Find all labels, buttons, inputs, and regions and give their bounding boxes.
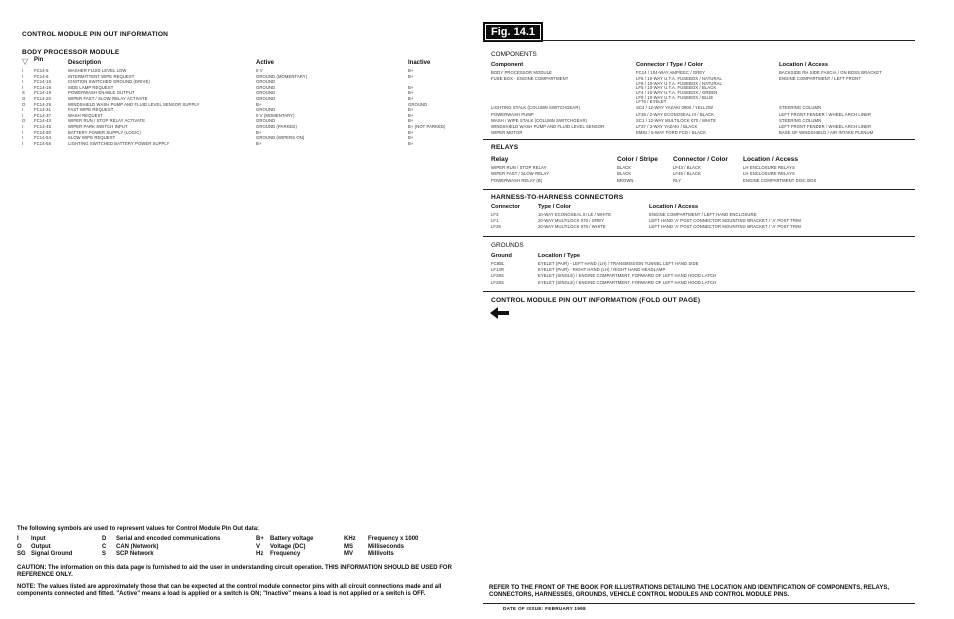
pin-description: WASHER FLUID LEVEL LOW xyxy=(68,68,127,73)
legend-symbol: I xyxy=(17,536,19,542)
relay-name: WIPER FAST / SLOW RELAY xyxy=(491,171,549,177)
pin-inactive-value: B+ xyxy=(408,112,414,118)
relay-connector: RLY xyxy=(673,177,682,183)
pin-inactive-value: GROUND xyxy=(408,101,428,107)
date-of-issue: DATE OF ISSUE: FEBRUARY 1998 xyxy=(503,606,586,611)
header-inactive: Inactive xyxy=(408,60,431,66)
legend-text: Signal Ground xyxy=(31,551,73,557)
component-locations xyxy=(779,112,871,117)
pin-inactive-value: B+ xyxy=(408,68,414,73)
component-name: WINDSHIELD WASH PUMP AND FLUID LEVEL SENSOR xyxy=(491,123,605,129)
pin-type: O xyxy=(22,118,26,124)
header-pin: Pin xyxy=(34,57,44,63)
legend-item xyxy=(17,551,72,559)
component-connectors xyxy=(636,70,705,75)
components-table xyxy=(491,70,911,136)
legend-symbol: B+ xyxy=(256,536,264,542)
table-row xyxy=(491,130,911,136)
divider xyxy=(483,603,915,604)
harness-type: 20-WAY MULTILOCK 070 / WHITE xyxy=(538,224,606,230)
relay-location: ENGINE COMPARTMENT DISC BOX xyxy=(743,177,817,183)
pin-number: FC14-45 xyxy=(34,123,51,129)
refer-text: REFER TO THE FRONT OF THE BOOK FOR ILLUSTRATIONS DETAILING THE LOCATION AND IDENTIFICATION OF COMPONENTS, RELAYS, CONNECTORS, HARNESSES, GROUNDS, VEHICLE CONTROL MODULES AND CONTROL MODULE PINS. xyxy=(489,585,889,598)
component-name: POWERWASH PUMP xyxy=(491,111,534,117)
pin-description: FAST WIPE REQUEST xyxy=(68,107,114,113)
ground-id: LF14R xyxy=(491,267,505,273)
component-connectors xyxy=(636,130,706,135)
pin-description: WIPER PARK SWITCH INPUT xyxy=(68,123,128,129)
pin-inactive-value: B+ xyxy=(408,140,414,146)
pin-description: SIDE LAMP REQUEST xyxy=(68,84,114,90)
pin-type: S xyxy=(22,90,25,96)
pin-number: FC14-54 xyxy=(34,135,51,141)
relays-header-location: Location / Access xyxy=(743,156,799,163)
pin-type: I xyxy=(22,135,24,141)
connector-entry: SC1 / 12-WAY MULTILOCK 070 / WHITE xyxy=(636,117,717,123)
ground-id: FC8BL xyxy=(491,261,505,266)
legend-text: CAN (Network) xyxy=(116,543,159,550)
connector-entry: LF9 / 10-WAY U.T.A. FUSEBOX / BLUE xyxy=(636,94,714,100)
legend-text: Millivolts xyxy=(368,551,394,557)
legend-intro: The following symbols are used to represent values for Control Module Pin Out data: xyxy=(17,526,260,532)
pin-type: I xyxy=(22,84,24,90)
pin-number: FC14-25 xyxy=(34,101,51,107)
component-connectors xyxy=(636,118,716,123)
connector-entry: EM81 / 5-WAY FORD FCD / BLACK xyxy=(636,130,707,136)
harness-connector: LF25 xyxy=(491,224,501,230)
legend-item xyxy=(102,544,220,552)
table-row xyxy=(491,178,911,184)
connector-entry: SC4 / 12-WAY YAZAKI 090II / YELLOW xyxy=(636,105,714,111)
table-row xyxy=(491,76,911,105)
legend-symbol: KHz xyxy=(344,536,356,542)
legend-item xyxy=(17,544,72,552)
components-title: COMPONENTS xyxy=(491,51,537,58)
harness-connector: LF3 xyxy=(491,212,499,217)
pin-description: WIPER RUN / STOP RELAY ACTIVATE xyxy=(68,118,146,124)
ground-location: EYELET (PAIR) - LEFT HAND (LH) / TRANSMISSION TUNNEL LEFT HAND SIDE xyxy=(538,261,699,266)
pin-number: FC14-16 xyxy=(34,84,51,90)
pin-active-value: GROUND (WIPERS ON) xyxy=(256,135,305,141)
components-header-connector: Connector / Type / Color xyxy=(636,62,703,68)
pin-description: INTERMITTENT WIPE REQUEST xyxy=(68,73,135,79)
location-entry: BASE OF WINDSHIELD / AIR INTAKE PLENUM xyxy=(779,130,874,136)
relays-header-connector: Connector / Color xyxy=(673,156,728,163)
relay-color: BLACK xyxy=(617,171,632,177)
pin-number: FC14-31 xyxy=(34,107,51,113)
pin-number: FC14-37 xyxy=(34,112,51,118)
grounds-header-ground: Ground xyxy=(491,253,512,259)
legend-item xyxy=(256,551,313,559)
relay-color: BROWN xyxy=(617,177,634,183)
pin-inactive-value: B+ (NOT PARKED) xyxy=(408,123,446,129)
location-entry: ENGINE COMPARTMENT / LEFT FRONT xyxy=(779,76,861,82)
divider xyxy=(483,291,915,292)
relay-name: POWERWASH RELAY (B) xyxy=(491,177,543,183)
pin-active-value: B+ xyxy=(256,129,262,135)
legend-symbol: S xyxy=(102,551,107,557)
legend-item xyxy=(256,536,313,544)
pin-inactive-value: B+ xyxy=(408,90,414,96)
component-locations xyxy=(779,130,873,135)
pin-active-value: GROUND (MOMENTARY) xyxy=(256,73,308,79)
caution-text: CAUTION: The information on this data page is furnished to aid the user in understanding circuit operation. THIS INFORMATION SHOULD BE USED FOR REFERENCE ONLY. xyxy=(17,565,452,578)
component-locations xyxy=(779,118,821,123)
pin-number: FC14-55 xyxy=(34,140,51,146)
pin-number: FC14-6 xyxy=(34,73,49,79)
pin-table xyxy=(22,68,446,146)
page-title: CONTROL MODULE PIN OUT INFORMATION xyxy=(22,31,169,38)
legend-column xyxy=(17,536,72,559)
pin-type: I xyxy=(22,68,24,73)
connector-entry: LF76 / EYELET xyxy=(636,99,667,105)
pin-description: WIPER FAST / SLOW RELAY ACTIVATE xyxy=(68,95,148,101)
pin-active-value: 0 V xyxy=(256,68,263,73)
header-description: Description xyxy=(68,60,102,66)
component-connectors xyxy=(636,105,713,110)
pin-type: I xyxy=(22,129,24,135)
pin-description: POWERWASH ENABLE OUTPUT xyxy=(68,90,135,96)
note-text: NOTE: The values listed are approximately those that can be expected at the control module connector pins with all circuit connections made and all components connected and fitted. "Active" means a load is applied or a switch is ON; "Inactive" means a load is not applied or a switch is OFF. xyxy=(17,584,442,597)
harness-header-type: Type / Color xyxy=(538,204,572,210)
location-entry: STEERING COLUMN xyxy=(779,105,822,111)
location-entry: BACKSIDE RH SIDE FASCIA / ON BOSS BRACKET xyxy=(779,70,882,75)
foldout-link[interactable]: CONTROL MODULE PIN OUT INFORMATION (FOLD OUT PAGE) xyxy=(491,297,701,304)
ground-location: EYELET (SINGLE) / ENGINE COMPARTMENT, FORWARD OF LEFT HAND HOOD LATCH xyxy=(538,279,717,285)
harness-type: 20-WAY MULTILOCK 070 / GREY xyxy=(538,218,605,224)
relay-location: LH ENCLOSURE RELAYS xyxy=(743,171,795,177)
grounds-table xyxy=(491,261,911,286)
connector-entry: LF37 / 3-WAY YAZAKI / BLACK xyxy=(636,123,698,129)
component-connectors xyxy=(636,76,722,104)
relay-connector: LF43 / BLACK xyxy=(673,165,701,170)
pin-description: WINDSHIELD WASH PUMP AND FLUID LEVEL SENSOR SUPPLY xyxy=(68,101,200,107)
pin-inactive-value: B+ xyxy=(408,135,414,141)
pin-inactive-value: B+ xyxy=(408,95,414,101)
component-connectors xyxy=(636,124,697,129)
grounds-header-location: Location / Type xyxy=(538,253,581,259)
harness-location: LEFT HAND 'A' POST CONNECTOR MOUNTING BRACKET / 'A' POST TRIM xyxy=(649,224,801,230)
pin-active-value: GROUND (PARKED) xyxy=(256,123,297,129)
relays-header-relay: Relay xyxy=(491,156,509,163)
component-locations xyxy=(779,76,861,81)
connector-entry: LF5 / 10-WAY U.T.A. FUSEBOX / BLACK xyxy=(636,85,717,91)
legend-text: Output xyxy=(31,543,51,550)
location-entry: LEFT FRONT FENDER / WHEEL ARCH LINER xyxy=(779,123,872,129)
relays-header-color: Color / Stripe xyxy=(617,156,658,163)
pin-number: FC14-43 xyxy=(34,118,51,124)
pin-active-value: GROUND xyxy=(256,95,276,101)
legend-symbol: O xyxy=(17,543,22,550)
harness-title: HARNESS-TO-HARNESS CONNECTORS xyxy=(491,194,624,201)
table-row xyxy=(491,280,911,286)
pin-active-value: B+ xyxy=(256,101,262,107)
legend-text: Input xyxy=(31,536,46,542)
pin-description: BATTERY POWER SUPPLY (LOGIC) xyxy=(68,129,141,135)
components-header-location: Location / Access xyxy=(779,62,829,68)
legend-text: Battery voltage xyxy=(270,536,314,542)
pin-type: O xyxy=(22,101,26,107)
pin-marker-icon: ▽ xyxy=(22,57,29,66)
pin-active-value: GROUND xyxy=(256,90,276,96)
pin-active-value: GROUND xyxy=(256,84,276,90)
pin-number: FC14-5 xyxy=(34,68,49,73)
pin-active-value: 0 V (MOMENTARY) xyxy=(256,112,295,118)
pin-type: I xyxy=(22,73,24,79)
harness-location: LEFT HAND 'A' POST CONNECTOR MOUNTING BRACKET / 'A' POST TRIM xyxy=(649,218,801,224)
relay-name: WIPER RUN / STOP RELAY xyxy=(491,165,547,170)
harness-table xyxy=(491,212,911,231)
harness-type: 10-WAY ECONOSEAL III LE / WHITE xyxy=(538,212,612,217)
legend-symbol: C xyxy=(102,543,107,550)
legend-column xyxy=(256,536,313,559)
relay-location: LH ENCLOSURE RELAYS xyxy=(743,165,795,170)
legend-symbol: V xyxy=(256,543,261,550)
pin-type: I xyxy=(22,140,24,146)
pin-type: I xyxy=(22,112,24,118)
location-entry: STEERING COLUMN xyxy=(779,117,822,123)
component-locations xyxy=(779,105,821,110)
pin-description: IGNITION SWITCHED GROUND (DRIVE) xyxy=(68,79,150,85)
legend-item xyxy=(256,544,313,552)
relays-table xyxy=(491,165,911,184)
pin-type: O xyxy=(22,95,26,101)
pin-inactive-value: B+ xyxy=(408,84,414,90)
legend-text: SCP Network xyxy=(116,551,154,557)
pin-description: SLOW WIPE REQUEST xyxy=(68,135,116,141)
harness-connector: LF1 xyxy=(491,218,499,224)
module-title: BODY PROCESSOR MODULE xyxy=(22,49,120,56)
ground-location: EYELET (SINGLE) / ENGINE COMPARTMENT, FORWARD OF LEFT HAND HOOD LATCH xyxy=(538,273,717,279)
component-locations xyxy=(779,124,871,129)
pin-active-value: GROUND xyxy=(256,79,276,85)
ground-id: LF28S xyxy=(491,273,504,279)
pin-active-value: GROUND xyxy=(256,107,276,113)
legend-symbol: SG xyxy=(17,551,26,557)
relay-connector: LF45 / BLACK xyxy=(673,171,701,177)
pin-number: FC14-20 xyxy=(34,95,51,101)
connector-entry: LF6 / 10-WAY U.T.A. FUSEBOX / NATURAL xyxy=(636,76,722,82)
divider xyxy=(483,40,915,41)
component-name: BODY PROCESSOR MODULE xyxy=(491,70,552,75)
pin-type: I xyxy=(22,79,24,85)
pin-type: I xyxy=(22,107,24,113)
divider xyxy=(483,189,915,190)
pin-number: FC14-19 xyxy=(34,90,51,96)
component-name: LIGHTING STALK (COLUMN SWITCHGEAR) xyxy=(491,105,580,111)
component-connectors xyxy=(636,112,714,117)
arrow-left-icon[interactable] xyxy=(490,306,510,324)
connector-entry: LF4 / 10-WAY U.T.A. FUSEBOX / GREEN xyxy=(636,89,718,95)
legend-item xyxy=(102,551,220,559)
harness-location: ENGINE COMPARTMENT / LEFT HAND ENCLOSURE xyxy=(649,212,757,217)
pin-type: I xyxy=(22,123,24,129)
figure-label: Fig. 14.1 xyxy=(483,22,543,42)
legend-item xyxy=(344,551,418,559)
legend-text: Frequency xyxy=(270,551,301,557)
ground-location: EYELET (PAIR) - RIGHT HAND (LH) / RIGHT HAND HEADLAMP xyxy=(538,267,666,273)
legend-item xyxy=(344,544,418,552)
component-locations xyxy=(779,70,882,75)
legend-symbol: MV xyxy=(344,551,353,557)
ground-id: LF28S xyxy=(491,279,504,285)
components-header-component: Component xyxy=(491,62,524,68)
legend-text: Milliseconds xyxy=(368,543,405,550)
legend-symbol: D xyxy=(102,536,107,542)
pin-description: LIGHTING SWITCHED BATTERY POWER SUPPLY xyxy=(68,140,170,146)
legend-item xyxy=(17,536,72,544)
relay-color: BLACK xyxy=(617,165,632,170)
table-row xyxy=(22,141,442,147)
legend-symbol: Hz xyxy=(256,551,264,557)
connector-entry: LF35 / 2-WAY ECONOSEAL III / BLACK xyxy=(636,111,715,117)
pin-active-value: B+ xyxy=(256,140,262,146)
pin-inactive-value: B+ xyxy=(408,129,414,135)
pin-inactive-value: B+ xyxy=(408,73,414,79)
component-name: WIPER MOTOR xyxy=(491,130,523,136)
legend-text: Frequency x 1000 xyxy=(368,536,419,542)
connector-entry: FC14 / 104-WAY AMP/EEC / GREY xyxy=(636,70,706,75)
pin-active-value: GROUND xyxy=(256,118,276,124)
connector-entry: LF8 / 10-WAY U.T.A. FUSEBOX / NATURAL xyxy=(636,80,722,86)
divider xyxy=(483,236,915,237)
pin-inactive-value: B+ xyxy=(408,118,414,124)
grounds-title: GROUNDS xyxy=(491,242,524,249)
legend-symbol: MS xyxy=(344,543,353,550)
legend-text: Serial and encoded communications xyxy=(116,536,221,542)
legend-item xyxy=(102,536,220,544)
pin-number: FC14-15 xyxy=(34,79,51,85)
legend-text: Voltage (DC) xyxy=(270,543,306,550)
harness-header-location: Location / Access xyxy=(649,204,699,210)
legend-column xyxy=(344,536,418,559)
divider xyxy=(483,139,915,140)
relays-title: RELAYS xyxy=(491,144,519,151)
component-name: FUSE BOX - ENGINE COMPARTMENT xyxy=(491,76,569,82)
component-name: WASH / WIPE STALK (COLUMN SWITCHGEAR) xyxy=(491,117,588,123)
pin-description: WASH REQUEST xyxy=(68,112,104,118)
pin-inactive-value: B+ xyxy=(408,107,414,113)
location-entry: LEFT FRONT FENDER / WHEEL ARCH LINER xyxy=(779,111,872,117)
harness-header-connector: Connector xyxy=(491,204,520,210)
legend-column xyxy=(102,536,220,559)
legend-item xyxy=(344,536,418,544)
header-active: Active xyxy=(256,60,275,66)
table-row xyxy=(491,224,911,230)
pin-number: FC14-50 xyxy=(34,129,51,135)
